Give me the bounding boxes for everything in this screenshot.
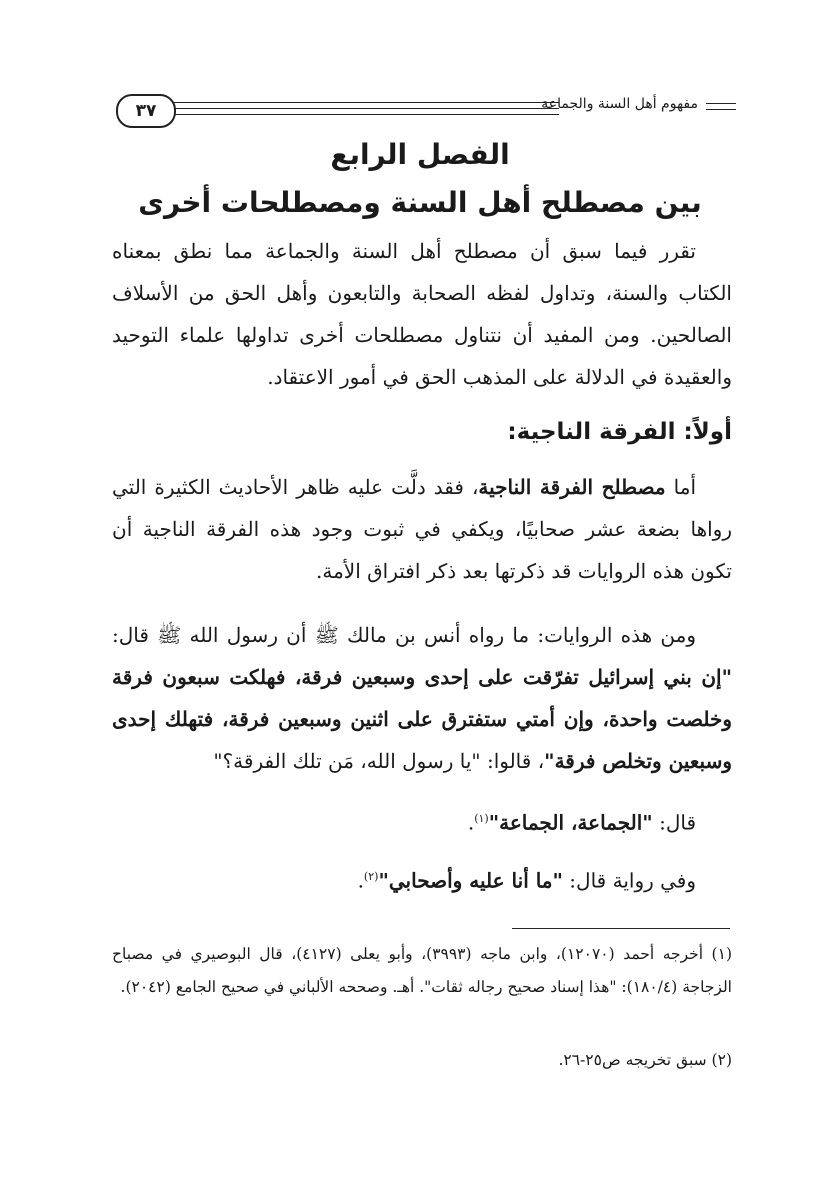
chapter-subtitle: بين مصطلح أهل السنة ومصطلحات أخرى: [138, 186, 702, 219]
para-rest: ، فقد دلَّت عليه ظاهر الأحاديث الكثيرة التي رواها بضعة عشر صحابيًا، ويكفي في ثبوت وجود هذه الفرقة الناجية أن تكون هذه الروايات قد ذكرتها بعد ذكر افتراق الأمة.: [112, 475, 732, 583]
page-header: [116, 92, 736, 132]
footnote-1: (١) أخرجه أحمد (١٢٠٧٠)، وابن ماجه (٣٩٩٣)، وأبو يعلى (٤١٢٧)، قال البوصيري في مصباح الزجاجة (١٨٠/٤): "هذا إسناد صحيح رجاله ثقات". أهـ. وصححه الألباني في صحيح الجامع (٢٠٤٢).: [112, 945, 732, 996]
header-rule: [174, 108, 559, 109]
answer-line-2: [112, 856, 732, 902]
hadith-question: ، قالوا: "يا رسول الله، مَن تلك الفرقة؟": [213, 749, 545, 773]
answer-tail: .: [357, 868, 364, 893]
para-term: مصطلح الفرقة الناجية: [478, 475, 666, 499]
answer-lead: قال:: [652, 810, 696, 835]
footnote-ref: (٢): [363, 870, 379, 883]
hadith-intro: ومن هذه الروايات: ما رواه أنس بن مالك ﷺ أن رسول الله ﷺ قال:: [112, 623, 696, 647]
header-rule: [174, 114, 559, 115]
section-paragraph: [112, 466, 732, 592]
footnote-ref: (١): [474, 812, 489, 825]
para-lead: أما: [665, 475, 696, 499]
header-ornament: [706, 103, 736, 104]
chapter-title: الفصل الرابع: [330, 138, 510, 171]
answer-quote: "الجماعة، الجماعة": [488, 810, 653, 835]
answer-quote: "ما أنا عليه وأصحابي": [378, 868, 563, 893]
footnote-divider: [512, 928, 730, 929]
page-number: ٣٧: [116, 94, 176, 128]
answer-tail: .: [467, 810, 475, 835]
answer-lead: وفي رواية قال:: [562, 868, 696, 893]
footnote-2: (٢) سبق تخريجه ص٢٥-٢٦.: [558, 1051, 732, 1069]
header-rule: [174, 102, 559, 103]
hadith-text: "إن بني إسرائيل تفرّقت على إحدى وسبعين فرقة، فهلكت سبعون فرقة وخلصت واحدة، وإن أمتي ستفترق على اثنين وسبعين فرقة، فتهلك إحدى وسبعين وتخلص فرقة": [112, 665, 732, 773]
section-heading: أولاً: الفرقة الناجية:: [507, 419, 732, 445]
intro-paragraph: تقرر فيما سبق أن مصطلح أهل السنة والجماعة مما نطق بمعناه الكتاب والسنة، وتداول لفظه الصحابة والتابعون وأهل الحق من الأسلاف الصالحين. ومن المفيد أن نتناول مصطلحات أخرى تداولها علماء التوحيد والعقيدة في الدلالة على المذهب الحق في أمور الاعتقاد.: [112, 239, 732, 389]
hadith-paragraph: [112, 614, 732, 782]
header-ornament: [706, 109, 736, 110]
running-title: مفهوم أهل السنة والجماعة: [541, 96, 698, 112]
answer-line-1: [112, 798, 732, 844]
